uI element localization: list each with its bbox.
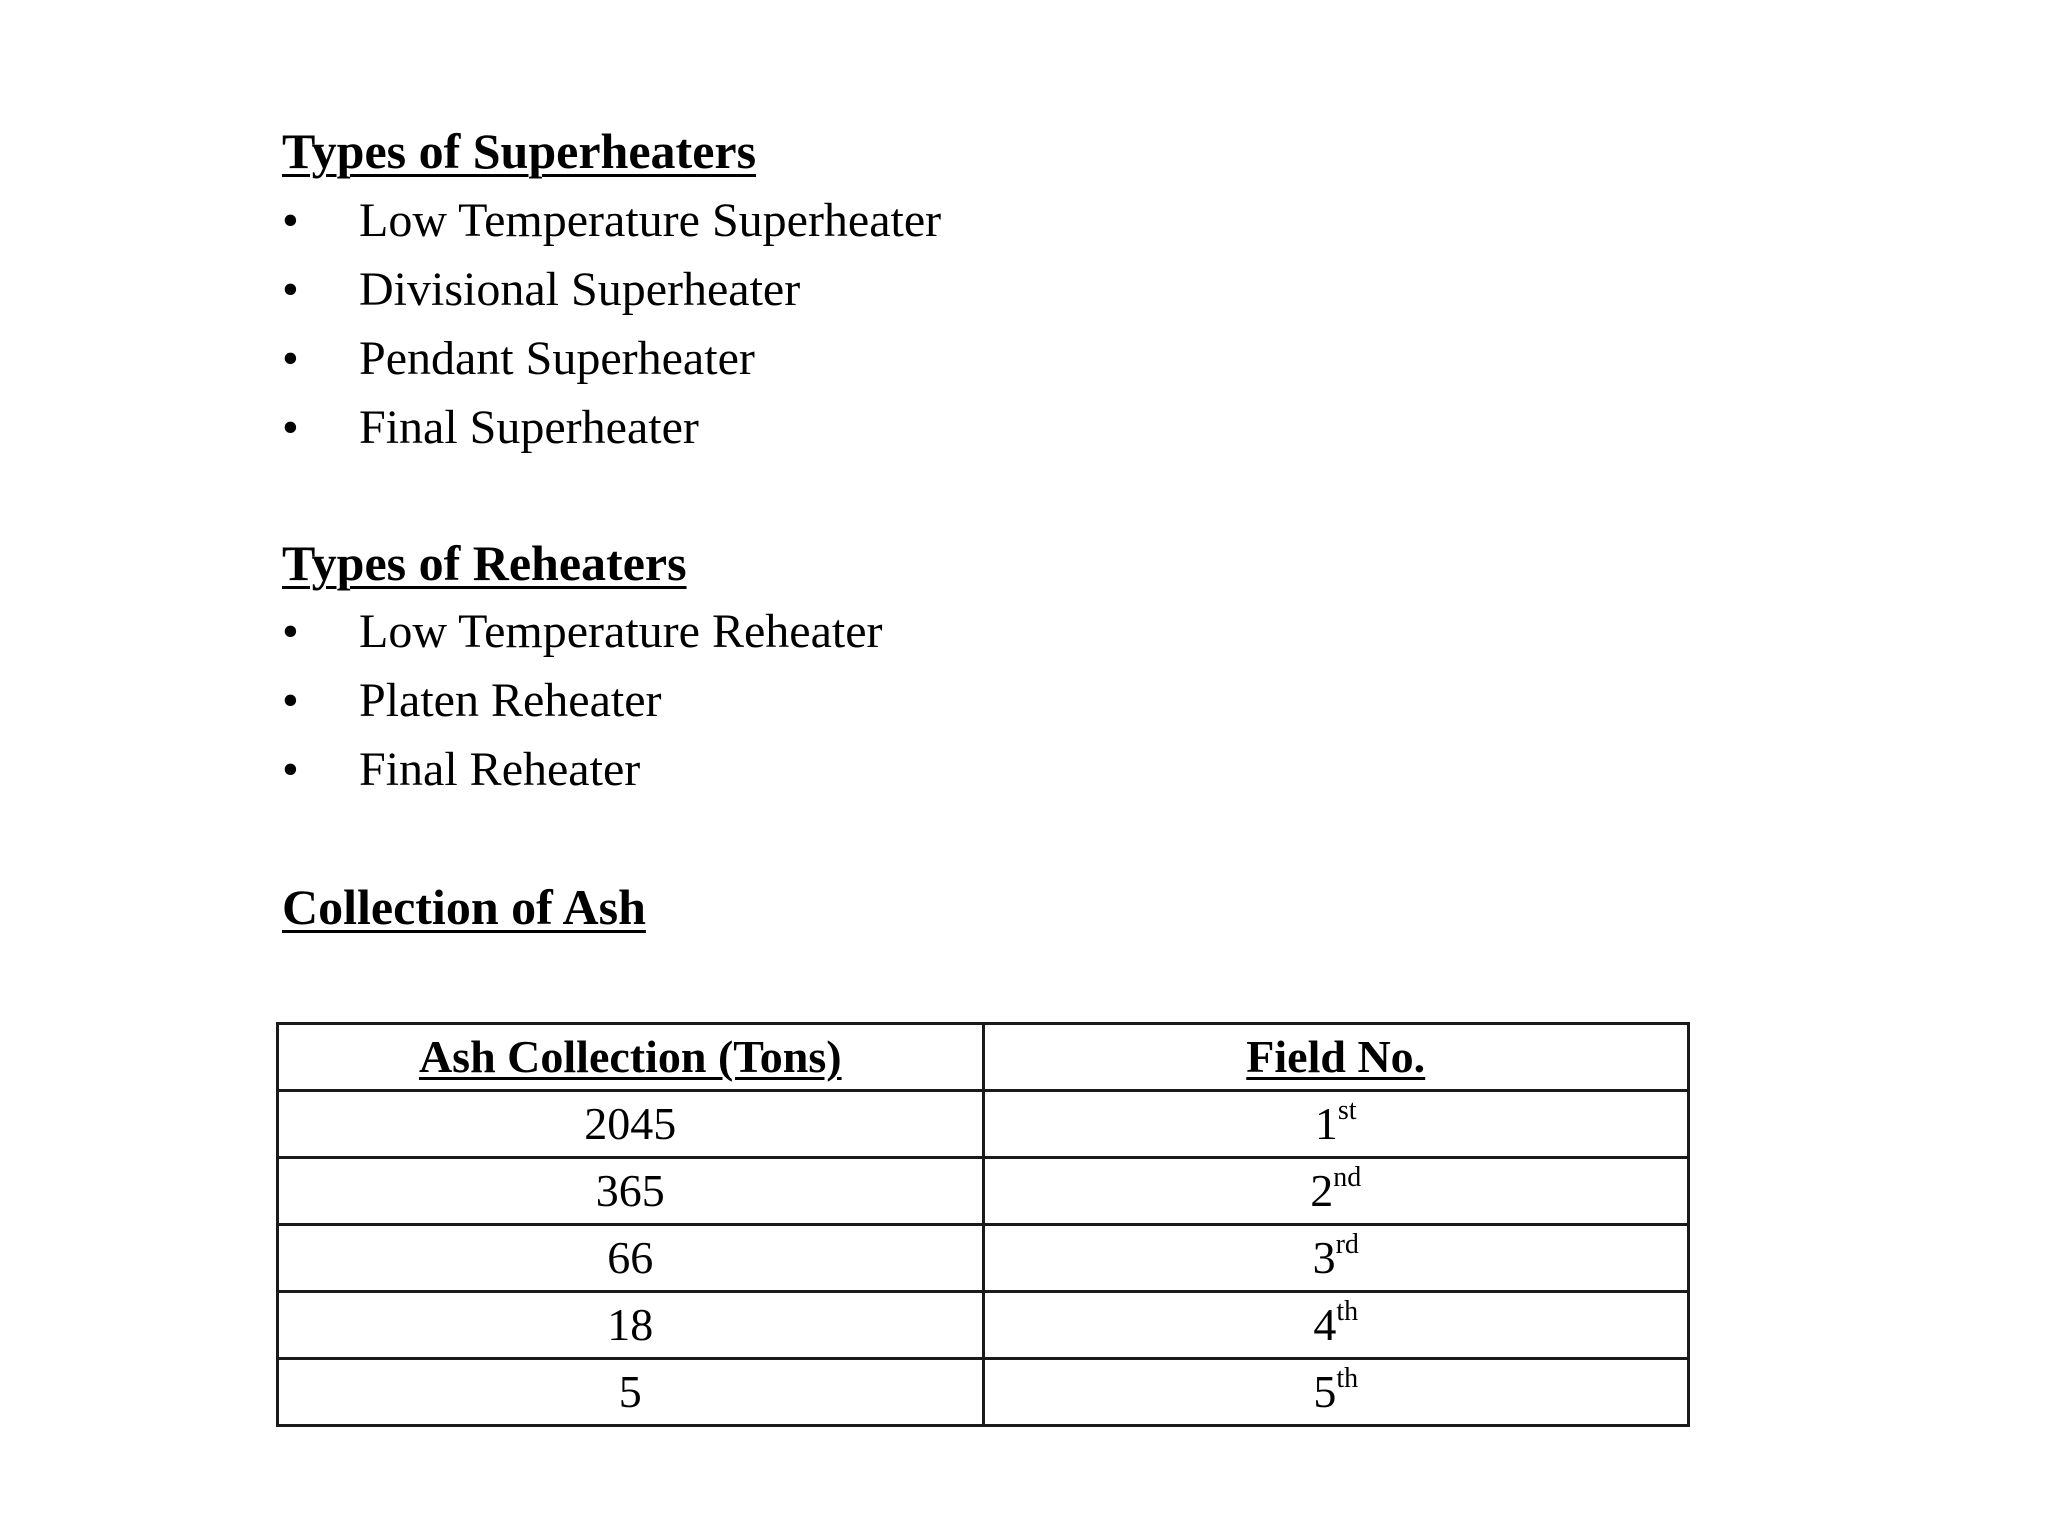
ordinal-suffix: nd bbox=[1333, 1162, 1362, 1193]
ash-tons-cell: 365 bbox=[278, 1158, 984, 1225]
ash-collection-header: Ash Collection (Tons) bbox=[278, 1024, 984, 1091]
list-item-text: Platen Reheater bbox=[359, 674, 662, 727]
bullet-icon: • bbox=[282, 605, 299, 658]
table-header-row bbox=[278, 1024, 1689, 1091]
ash-collection-table bbox=[276, 1022, 1690, 1427]
ash-tons-cell: 5 bbox=[278, 1359, 984, 1426]
field-number: 5 bbox=[1313, 1366, 1337, 1417]
field-number: 4 bbox=[1313, 1299, 1337, 1350]
ash-tons-cell: 18 bbox=[278, 1292, 984, 1359]
table-row bbox=[278, 1292, 1689, 1359]
field-number: 3 bbox=[1312, 1232, 1336, 1283]
field-number: 1 bbox=[1314, 1098, 1338, 1149]
field-no-cell bbox=[983, 1225, 1689, 1292]
table-row bbox=[278, 1225, 1689, 1292]
field-no-cell bbox=[983, 1158, 1689, 1225]
field-no-cell bbox=[983, 1292, 1689, 1359]
reheaters-heading: Types of Reheaters bbox=[282, 535, 687, 591]
bullet-icon: • bbox=[282, 332, 299, 385]
bullet-icon: • bbox=[282, 401, 299, 454]
superheaters-heading: Types of Superheaters bbox=[282, 123, 757, 179]
list-item-text: Divisional Superheater bbox=[359, 263, 801, 316]
bullet-icon: • bbox=[282, 743, 299, 796]
ordinal-suffix: rd bbox=[1335, 1229, 1359, 1260]
ash-tons-cell: 66 bbox=[278, 1225, 984, 1292]
ordinal-suffix: th bbox=[1336, 1363, 1359, 1394]
bullet-icon: • bbox=[282, 674, 299, 727]
list-item-text: Pendant Superheater bbox=[359, 332, 755, 385]
field-number: 2 bbox=[1310, 1165, 1334, 1216]
ordinal-suffix: st bbox=[1337, 1095, 1357, 1126]
table-row bbox=[278, 1359, 1689, 1426]
field-no-cell bbox=[983, 1359, 1689, 1426]
bullet-icon: • bbox=[282, 194, 299, 247]
table-row bbox=[278, 1158, 1689, 1225]
field-no-header: Field No. bbox=[983, 1024, 1689, 1091]
ash-collection-heading: Collection of Ash bbox=[282, 879, 646, 935]
field-no-cell bbox=[983, 1091, 1689, 1158]
ash-tons-cell: 2045 bbox=[278, 1091, 984, 1158]
list-item-text: Final Superheater bbox=[359, 401, 699, 454]
list-item-text: Low Temperature Reheater bbox=[359, 605, 883, 658]
table-row bbox=[278, 1091, 1689, 1158]
ordinal-suffix: th bbox=[1336, 1296, 1359, 1327]
bullet-icon: • bbox=[282, 263, 299, 316]
list-item-text: Final Reheater bbox=[359, 743, 641, 796]
list-item-text: Low Temperature Superheater bbox=[359, 194, 942, 247]
